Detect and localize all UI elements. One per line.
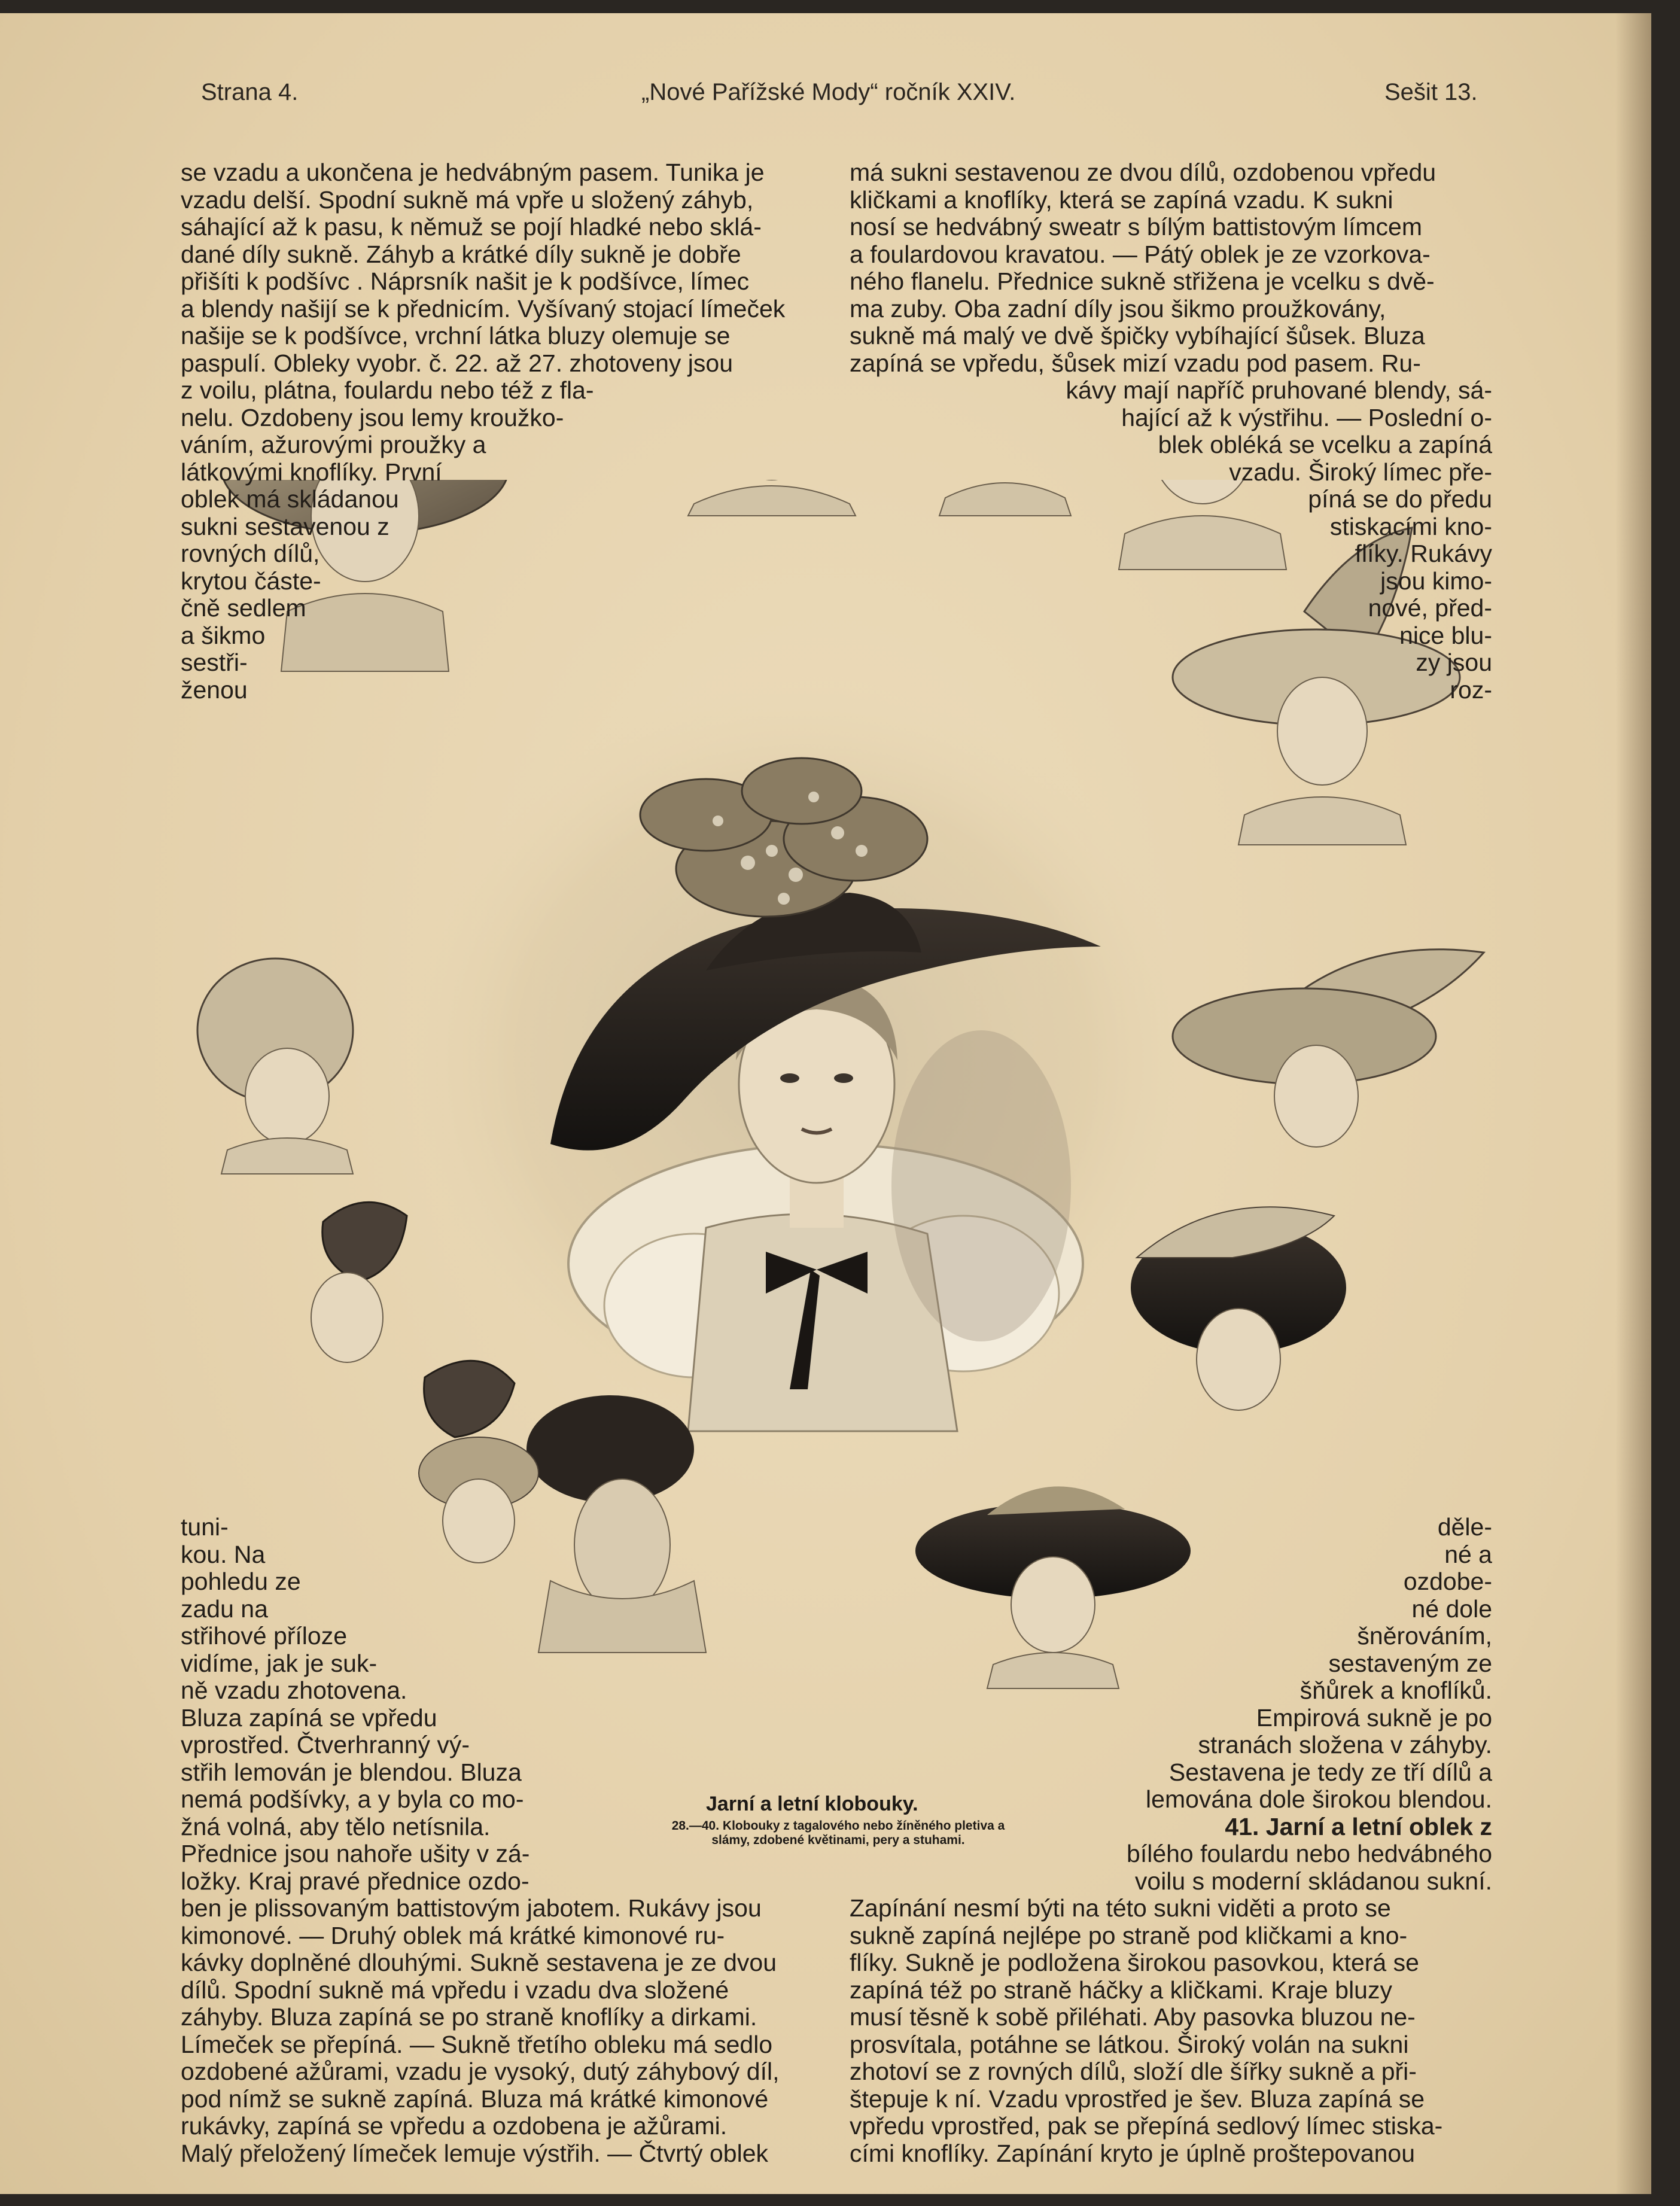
section-heading-line: 41. Jarní a letní oblek z: [1225, 1812, 1492, 1840]
text-line: Límeček se přepíná. — Sukně třetího obleku má sedlo: [181, 2030, 773, 2058]
text-line: sestři-: [181, 649, 248, 676]
text-line: štepuje k ní. Vzadu vprostřed je šev. Bluza zapíná se: [850, 2085, 1425, 2113]
text-column-top-left: [181, 159, 820, 704]
issue-number: Sešit 13.: [1384, 79, 1478, 105]
hat-figure-left-side-bow: [311, 1202, 407, 1362]
caption-line: slámy, zdobené květinami, pery a stuhami.: [711, 1833, 965, 1847]
magazine-title: „Nové Pařížské Mody“ ročník XXIV.: [641, 79, 1016, 105]
text-line: ného flanelu. Přednice sukně střižena je vcelku s dvě-: [850, 267, 1435, 295]
text-line: musí těsně k sobě přiléhati. Aby pasovka bluzou ne-: [850, 2003, 1416, 2031]
magazine-page: [0, 13, 1651, 2194]
text-line: kávky doplněné dlouhými. Sukně sestavena je ze dvou: [181, 1949, 777, 1976]
text-line: nové, před-: [1368, 594, 1492, 622]
text-line: flíky. Sukně je podložena širokou pasovkou, která se: [850, 1949, 1419, 1976]
text-line: nosí se hedvábný sweatr s bílým battistovým límcem: [850, 213, 1423, 241]
text-line: a blendy našijí se k přednicím. Vyšívaný stojací límeček: [181, 294, 786, 322]
text-line: zy jsou: [1416, 649, 1492, 676]
text-line: vidíme, jak je suk-: [181, 1649, 378, 1677]
text-line: hající až k výstřihu. — Poslední o-: [1121, 403, 1492, 431]
text-line: kimonové. — Druhý oblek má krátké kimonové ru-: [181, 1921, 725, 1949]
text-line: váním, ažurovými proužky a: [181, 431, 486, 458]
text-line: stiskacími kno-: [1329, 512, 1492, 540]
text-line: ně vzadu zhotovena.: [181, 1676, 407, 1704]
text-line: šňůrek a knoflíků.: [1299, 1676, 1492, 1704]
text-line: našije se k podšívce, vrchní látka bluzy olemuje se: [181, 322, 731, 349]
text-line: flíky. Rukávy: [1355, 540, 1492, 567]
text-line: rovných dílů,: [181, 540, 320, 567]
text-line: pod nímž se sukně zapíná. Bluza má krátké kimonové: [181, 2085, 769, 2113]
text-line: Malý přeložený límeček lemuje výstřih. — Čtvrtý oblek: [181, 2139, 769, 2167]
text-line: děle-: [1437, 1513, 1492, 1541]
text-line: z voilu, plátna, foulardu nebo též z fla-: [181, 376, 594, 404]
text-line: nice blu-: [1399, 621, 1492, 649]
text-line: přišíti k podšívc . Náprsník našit je k podšívce, límec: [181, 267, 750, 295]
text-line: jsou kimo-: [1380, 567, 1492, 595]
text-line: sestaveným ze: [1328, 1649, 1492, 1677]
text-line: nelu. Ozdobeny jsou lemy kroužko-: [181, 403, 564, 431]
text-line: střihové příloze: [181, 1622, 348, 1650]
text-line: kličkami a knoflíky, která se zapíná vzadu. K sukni: [850, 185, 1393, 214]
text-line: píná se do předu: [1308, 485, 1492, 513]
text-column-top-right: [850, 159, 1492, 704]
text-line: tuni-: [181, 1513, 229, 1541]
text-line: střih lemován je blendou. Bluza: [181, 1758, 522, 1786]
text-line: lemována dole širokou blendou.: [1146, 1785, 1492, 1813]
text-line: ozdobe-: [1403, 1568, 1492, 1595]
text-line: Empirová sukně je po: [1256, 1703, 1492, 1732]
text-line: vzadu delší. Spodní sukně má vpře u složený záhyb,: [181, 185, 754, 214]
illustration-caption-text: [596, 1819, 1081, 1848]
text-line: Přednice jsou nahoře ušity v zá-: [181, 1840, 530, 1867]
text-line: dané díly sukně. Záhyb a krátké díly sukně je dobře: [181, 240, 741, 268]
text-line: sukně má malý ve dvě špičky vybíhající šůsek. Bluza: [850, 322, 1425, 349]
text-line: nemá podšívky, a y byla co mo-: [181, 1785, 524, 1813]
text-line: záhyby. Bluza zapíná se po straně knoflíky a dirkami.: [181, 2003, 757, 2031]
text-line: pohledu ze: [181, 1568, 301, 1595]
caption-line: 28.—40. Klobouky z tagalového nebo žíněného pletiva a: [671, 1819, 1005, 1833]
text-line: Sestavena je tedy ze tří dílů a: [1168, 1758, 1492, 1786]
text-line: ben je plissovaným battistovým jabotem. Rukávy jsou: [181, 1894, 762, 1922]
text-line: voilu s moderní skládanou sukní.: [1134, 1867, 1492, 1895]
text-line: ma zuby. Oba zadní díly jsou šikmo proužkovány,: [850, 294, 1386, 322]
text-line: cími knoflíky. Zapínání kryto je úplně proštepovanou: [850, 2139, 1416, 2167]
text-line: žná volná, aby tělo netísnila.: [181, 1812, 491, 1840]
text-line: zapíná též po straně háčky a kličkami. Kraje bluzy: [850, 1976, 1392, 2004]
text-line: rukávky, zapíná se vpředu a ozdobena je ažůrami.: [181, 2112, 728, 2140]
text-line: a šikmo: [181, 621, 266, 649]
text-line: paspulí. Obleky vyobr. č. 22. až 27. zhotoveny jsou: [181, 349, 734, 377]
text-line: vzadu. Široký límec pře-: [1229, 458, 1492, 486]
page-edge-shadow: [1615, 13, 1651, 2194]
text-line: zapíná se vpředu, šůsek mizí vzadu pod pasem. Ru-: [850, 349, 1421, 377]
text-line: roz-: [1450, 676, 1492, 704]
text-line: vpředu vprostřed, pak se přepíná sedlový límec stiska-: [850, 2112, 1443, 2140]
text-line: ženou: [181, 676, 248, 704]
text-line: ozdobené ažůrami, vzadu je vysoký, dutý záhybový díl,: [181, 2058, 780, 2085]
text-line: a foulardovou kravatou. — Pátý oblek je ze vzorkova-: [850, 240, 1431, 268]
text-line: se vzadu a ukončena je hedvábným pasem. Tunika je: [181, 159, 765, 186]
text-line: zadu na: [181, 1595, 268, 1623]
text-line: Zapínání nesmí býti na této sukni viděti a proto se: [850, 1894, 1391, 1922]
text-line: čně sedlem: [181, 594, 306, 622]
text-line: sukni sestavenou z: [181, 512, 389, 540]
text-line: ložky. Kraj pravé přednice ozdo-: [181, 1867, 529, 1895]
hat-figure-dark-turban-lower-right: [1131, 1207, 1346, 1410]
text-line: látkovými knoflíky. První: [181, 458, 442, 486]
text-line: zhotoví se z rovných dílů, složí dle šířky sukně a při-: [850, 2058, 1417, 2085]
text-line: né a: [1444, 1540, 1492, 1568]
text-line: prosvítala, potáhne se látkou. Široký volán na sukni: [850, 2030, 1409, 2058]
text-line: krytou částe-: [181, 567, 321, 595]
text-line: kávy mají napříč pruhované blendy, sá-: [1066, 376, 1492, 404]
text-line: Bluza zapíná se vpředu: [181, 1703, 437, 1732]
text-line: sáhající až k pasu, k němuž se pojí hladké nebo sklá-: [181, 213, 762, 241]
text-line: vprostřed. Čtverhranný vý-: [181, 1731, 470, 1758]
text-line: blek obléká se vcelku a zapíná: [1158, 431, 1492, 458]
hat-figure-left-lace-bonnet: [197, 959, 353, 1174]
illustration-caption-title: Jarní a letní klobouky.: [706, 1793, 918, 1815]
text-line: stranách složena v záhyby.: [1198, 1731, 1492, 1758]
text-line: oblek má skládanou: [181, 485, 399, 513]
text-line: má sukni sestavenou ze dvou dílů, ozdobenou vpředu: [850, 159, 1436, 186]
text-line: sukně zapíná nejlépe po straně pod kličkami a kno-: [850, 1921, 1408, 1949]
text-line: bílého foulardu nebo hedvábného: [1127, 1840, 1492, 1867]
text-line: kou. Na: [181, 1540, 266, 1568]
text-line: šněrováním,: [1357, 1622, 1492, 1650]
page-number: Strana 4.: [201, 79, 299, 105]
text-line: né dole: [1411, 1595, 1492, 1623]
text-line: dílů. Spodní sukně má vpředu i vzadu dva složené: [181, 1976, 729, 2004]
